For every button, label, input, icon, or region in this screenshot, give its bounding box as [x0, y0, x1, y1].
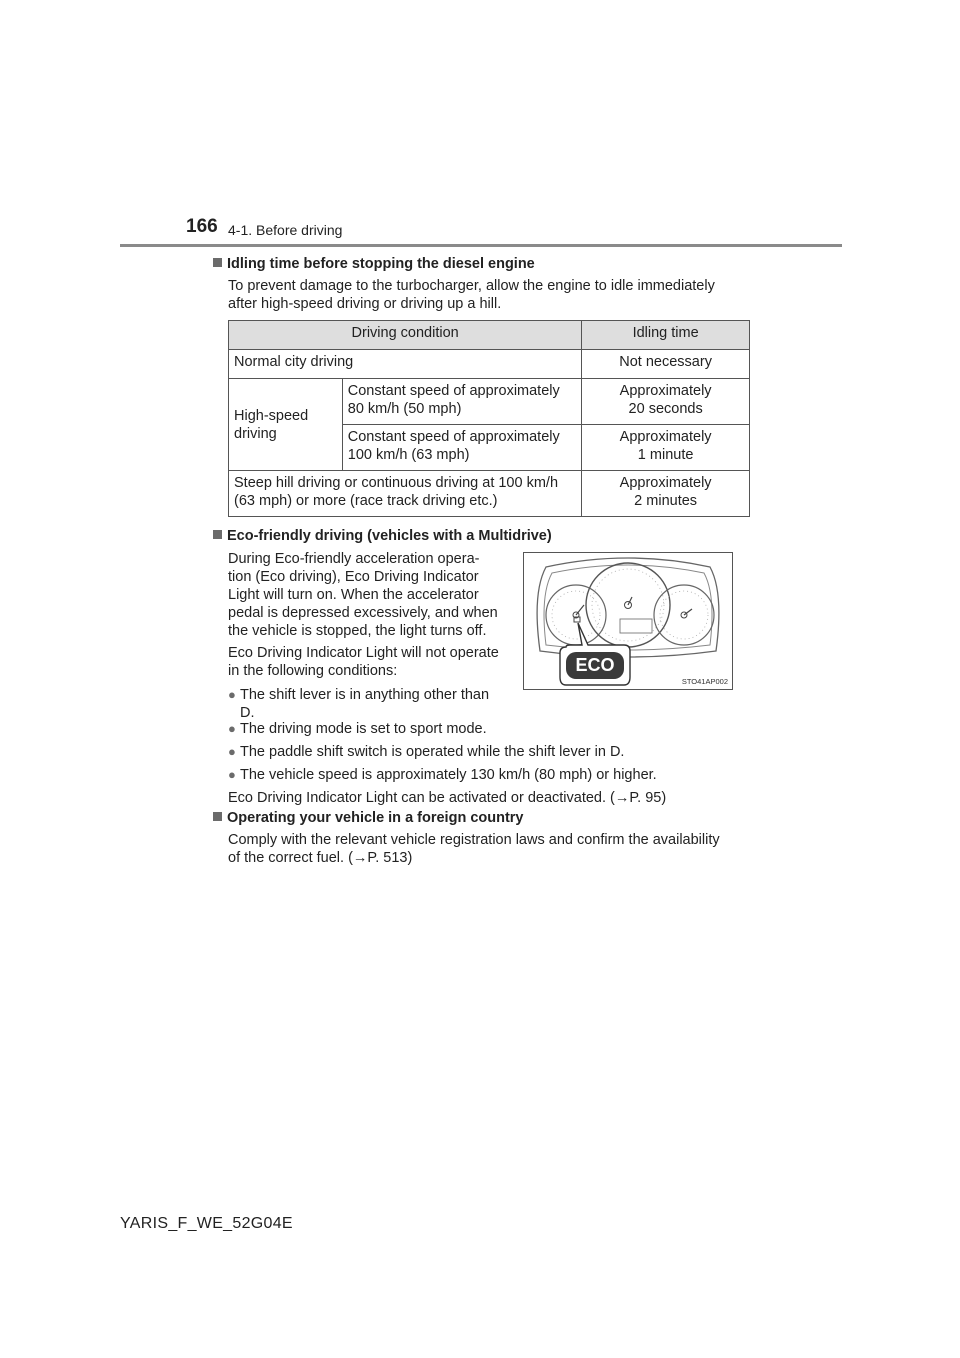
table-cell: Approximately 20 seconds	[582, 379, 750, 425]
square-bullet-icon	[213, 258, 222, 267]
document-code: YARIS_F_WE_52G04E	[120, 1215, 293, 1232]
table-cell: Not necessary	[582, 350, 750, 379]
instrument-cluster-drawing	[524, 553, 732, 689]
idling-time-table	[228, 320, 750, 517]
instrument-cluster-illustration	[523, 552, 733, 690]
square-bullet-icon	[213, 812, 222, 821]
table-cell: Approximately 1 minute	[582, 425, 750, 471]
page-number: 166	[186, 216, 218, 237]
bullet-dot-icon: ●	[228, 721, 236, 736]
header-divider	[120, 244, 842, 247]
idling-paragraph: To prevent damage to the turbocharger, allow the engine to idle immediately after high-speed driving or driving up a hill.	[228, 278, 715, 312]
square-bullet-icon	[213, 530, 222, 539]
eco-section-title: Eco-friendly driving (vehicles with a Multidrive)	[213, 528, 552, 544]
bullet-dot-icon: ●	[228, 767, 236, 782]
table-row	[229, 379, 750, 425]
table-cell: Normal city driving	[229, 350, 582, 379]
table-cell: Constant speed of approximately 80 km/h (50 mph)	[342, 379, 581, 425]
table-row	[229, 350, 750, 379]
illustration-code: STO41AP002	[681, 677, 728, 686]
bullet-dot-icon: ●	[228, 687, 236, 702]
column-header-idling-time: Idling time	[582, 321, 750, 350]
table-row	[229, 471, 750, 517]
eco-paragraph: During Eco-friendly acceleration opera- tion (Eco driving), Eco Driving Indicator Light will turn on. When the accelerator pedal is depressed excessively, and when the vehicle is stopped, the light turns off.	[228, 551, 498, 639]
eco-indicator-note: Eco Driving Indicator Light can be activated or deactivated. (→P. 95)	[228, 790, 667, 806]
table-cell: Constant speed of approximately 100 km/h (63 mph)	[342, 425, 581, 471]
high-speed-driving-cell: High-speed driving	[229, 379, 343, 471]
table-header-row	[229, 321, 750, 350]
eco-label: ECO	[575, 655, 615, 675]
section-name: 4-1. Before driving	[228, 222, 343, 238]
bullet-dot-icon: ●	[228, 744, 236, 759]
eco-conditions-intro: Eco Driving Indicator Light will not operate in the following conditions:	[228, 645, 499, 679]
column-header-driving-condition: Driving condition	[229, 321, 582, 350]
table-cell: Steep hill driving or continuous driving at 100 km/h (63 mph) or more (race track driving etc.)	[229, 471, 582, 517]
foreign-paragraph: Comply with the relevant vehicle registration laws and confirm the availability of the correct fuel. (→P. 513)	[228, 832, 720, 866]
idling-section-title: Idling time before stopping the diesel engine	[213, 256, 535, 272]
table-cell: Approximately 2 minutes	[582, 471, 750, 517]
foreign-section-title: Operating your vehicle in a foreign country	[213, 810, 524, 826]
